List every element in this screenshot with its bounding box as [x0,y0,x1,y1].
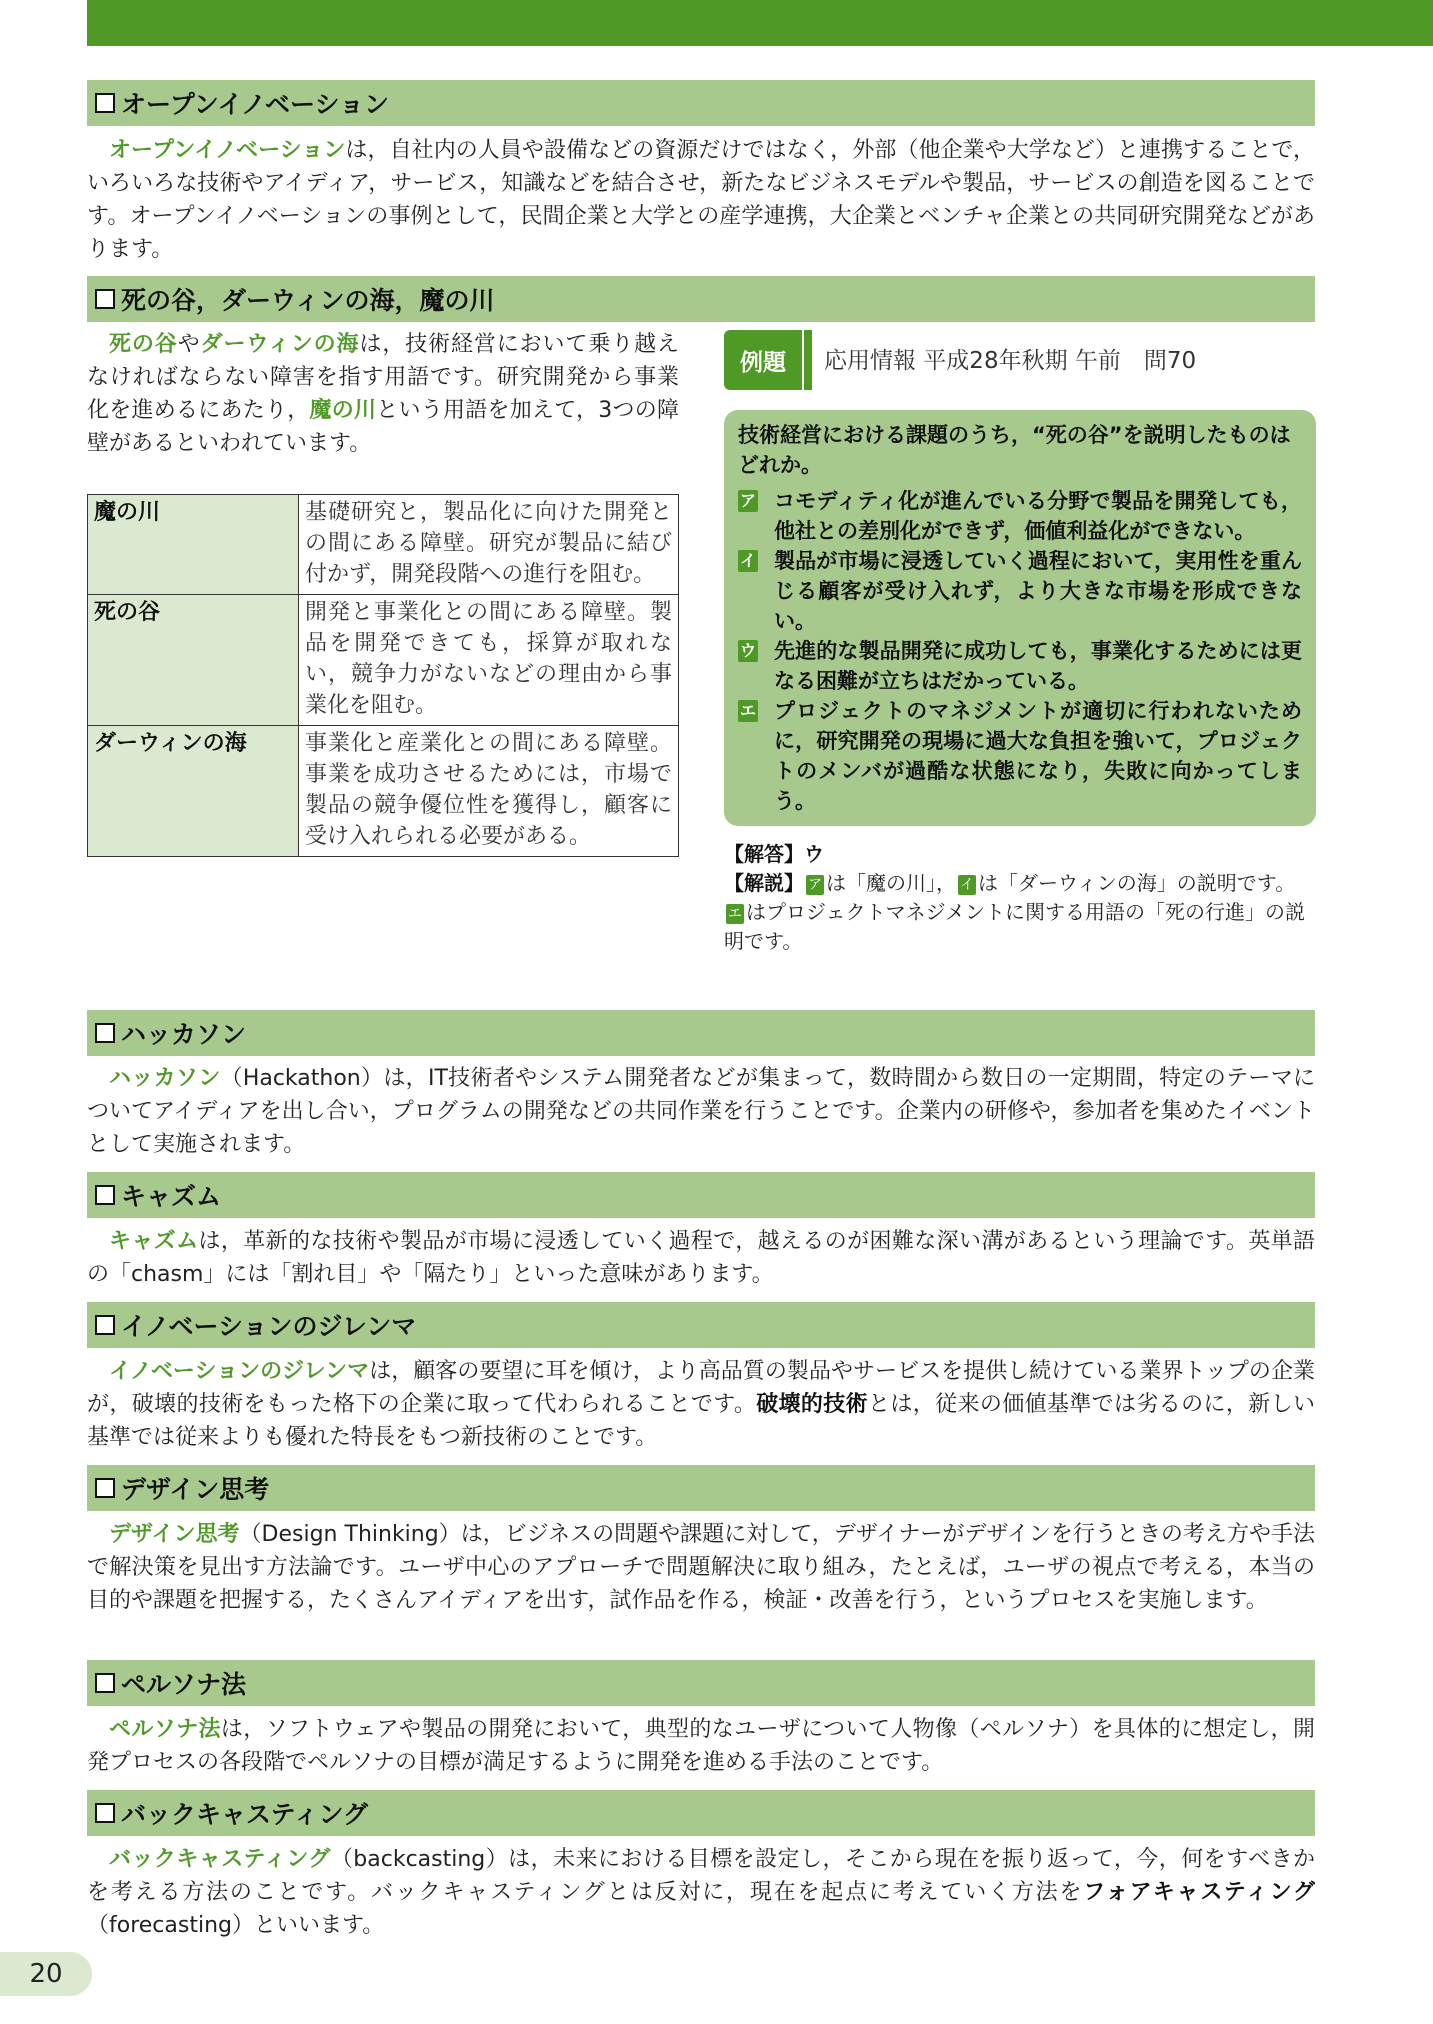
checkbox-icon [95,1023,115,1043]
option-i: イ 製品が市場に浸透していく過程において，実用性を重んじる顧客が受け入れず，より大きな市場を形成できない。 [739,549,1302,633]
chasm-paragraph: キャズムは，革新的な技術や製品が市場に浸透していく過程で，越えるのが困難な深い溝があるという理論です。英単語の「chasm」には「割れ目」や「隔たり」といった意味があります。 [87,1229,1315,1287]
section-heading-death-valley: 死の谷，ダーウィンの海，魔の川 [87,276,1315,322]
option-marker: ウ [739,641,756,660]
question-text: 技術経営における課題のうち，“死の谷”を説明したものはどれか。 [738,423,1291,477]
design-thinking-paragraph: デザイン思考（Design Thinking）は，ビジネスの問題や課題に対して，デザイナーがデザインを行うときの考え方や手法で解決策を見出す方法論です。ユーザ中心のアプローチで問題解決に取り組み，たとえば，ユーザの視点で考える，本当の目的や課題を把握する，たくさんアイディアを出す，試作品を作る，検証・改善を行う，というプロセスを実施します。 [87,1522,1315,1613]
checkbox-icon [95,93,115,113]
explanation-line: 【解説】 ア は「魔の川」， イ は「ダーウィンの海」の説明です。 エ はプロジェクトマネジメントに関する用語の「死の行進」の説明です。 [724,871,1305,953]
answer-block [724,840,1324,956]
persona-paragraph: ペルソナ法は，ソフトウェアや製品の開発において，典型的なユーザについて人物像（ペルソナ）を具体的に想定し，開発プロセスの各段階でペルソナの目標が満足するように開発を進める手法のことです。 [87,1717,1315,1775]
checkbox-icon [95,1185,115,1205]
option-marker: イ [739,551,756,570]
section-heading-persona: ペルソナ法 [87,1660,1315,1706]
death-valley-paragraph: 死の谷やダーウィンの海は，技術経営において乗り越えなければならない障害を指す用語です。研究開発から事業化を進めるにあたり，魔の川という用語を加えて，3つの障壁があるといわれています。 [87,332,679,456]
table-row: 死の谷 開発と事業化との間にある障壁。製品を開発できても，採算が取れない，競争力がないなどの理由から事業化を阻む。 [88,595,679,726]
hackathon-paragraph: ハッカソン（Hackathon）は，IT技術者やシステム開発者などが集まって，数時間から数日の一定期間，特定のテーマについてアイディアを出し合い，プログラムの開発などの共同作業を行うことです。企業内の研修や，参加者を集めたイベントとして実施されます。 [87,1066,1315,1157]
option-u: ウ 先進的な製品開発に成功しても，事業化するためには更なる困難が立ちはだかっている。 [739,639,1302,693]
barrier-table [87,494,679,857]
section-heading-backcasting: バックキャスティング [87,1790,1315,1836]
example-label: 例題 [724,330,802,390]
example-label-bar [804,330,812,390]
section-heading-design-thinking: デザイン思考 [87,1465,1315,1511]
section-heading-open-innovation: オープンイノベーション [87,80,1315,126]
checkbox-icon [95,1478,115,1498]
checkbox-icon [95,1673,115,1693]
option-a: ア コモディティ化が進んでいる分野で製品を開発しても，他社との差別化ができず，価値利益化ができない。 [739,489,1302,543]
example-source: 応用情報 平成28年秋期 午前 問70 [824,348,1197,374]
option-marker: ア [739,491,756,510]
term-open-innovation: オープンイノベーション [109,138,346,163]
checkbox-icon [95,289,115,309]
open-innovation-paragraph: オープンイノベーションは，自社内の人員や設備などの資源だけではなく，外部（他企業や大学など）と連携することで，いろいろな技術やアイディア，サービス，知識などを結合させ，新たなビジネスモデルや製品，サービスの創造を図ることです。オープンイノベーションの事例として，民間企業と大学との産学連携，大企業とベンチャ企業との共同研究開発などがあります。 [87,138,1316,262]
top-color-bar [87,0,1433,46]
section-heading-chasm: キャズム [87,1172,1315,1218]
checkbox-icon [95,1315,115,1335]
section-heading-hackathon: ハッカソン [87,1010,1315,1056]
option-e: エ プロジェクトのマネジメントが適切に行われないために，研究開発の現場に過大な負担を強いて，プロジェクトのメンバが過酷な状態になり，失敗に向かってしまう。 [739,699,1302,813]
section-heading-innovation-dilemma: イノベーションのジレンマ [87,1302,1315,1348]
table-row: 魔の川 基礎研究と，製品化に向けた開発との間にある障壁。研究が製品に結び付かず，開発段階への進行を阻む。 [88,495,679,595]
dilemma-paragraph: イノベーションのジレンマは，顧客の要望に耳を傾け，より高品質の製品やサービスを提供し続けている業界トップの企業が，破壊的技術をもった格下の企業に取って代わられることです。破壊的技術とは，従来の価値基準では劣るのに，新しい基準では従来よりも優れた特長をもつ新技術のことです。 [87,1359,1315,1450]
option-marker: エ [739,701,756,720]
question-box [724,410,1316,826]
table-row: ダーウィンの海 事業化と産業化との間にある障壁。事業を成功させるためには，市場で製品の競争優位性を獲得し，顧客に受け入れられる必要がある。 [88,726,679,857]
checkbox-icon [95,1803,115,1823]
backcasting-paragraph: バックキャスティング（backcasting）は，未来における目標を設定し，そこから現在を振り返って，今，何をすべきかを考える方法のことです。バックキャスティングとは反対に，現在を起点に考えていく方法をフォアキャスティング（forecasting）といいます。 [87,1847,1315,1938]
answer-line: 【解答】ウ [724,842,824,866]
page-number: 20 [0,1952,92,1996]
